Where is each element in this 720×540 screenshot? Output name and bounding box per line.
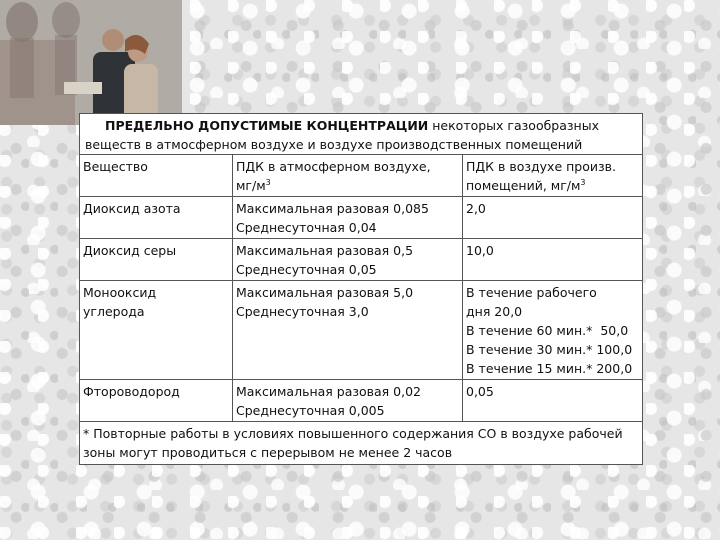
table-heading (80, 114, 642, 154)
footnote-line1: * Повторные работы в условиях повышенного содержания СО в воздухе рабочей (83, 426, 623, 441)
table-row (80, 281, 642, 380)
cell-text: В течение рабочего (466, 285, 597, 300)
table-row (80, 197, 642, 239)
cell-atmospheric (233, 281, 463, 380)
cell-text: 10,0 (466, 243, 494, 258)
header-workplace (463, 155, 643, 197)
background-photo (0, 0, 182, 125)
cell-text: 0,05 (466, 384, 494, 399)
cell-text: В течение 30 мин.* 100,0 (466, 342, 633, 357)
header-atmospheric-unit: мг/м (236, 178, 266, 193)
cell-text: Максимальная разовая 0,085 (236, 201, 429, 216)
cell-text: углерода (83, 304, 145, 319)
cell-text: В течение 15 мин.* 200,0 (466, 361, 633, 376)
cell-text: Диоксид азота (83, 201, 181, 216)
cell-text: Фтороводород (83, 384, 180, 399)
header-workplace-line1: ПДК в воздухе произв. (466, 159, 616, 174)
cell-text: 2,0 (466, 201, 486, 216)
cell-text: В течение 60 мин.* 50,0 (466, 323, 629, 338)
footnote (80, 421, 642, 464)
header-unit-sup: 3 (265, 177, 271, 187)
cell-text: Максимальная разовая 0,02 (236, 384, 422, 399)
cell-workplace (463, 281, 643, 380)
cell-text: Диоксид серы (83, 243, 177, 258)
cell-substance (80, 281, 233, 380)
cell-workplace (463, 380, 643, 422)
cell-text: Среднесуточная 0,05 (236, 262, 377, 277)
cell-substance (80, 239, 233, 281)
cell-atmospheric (233, 197, 463, 239)
table-header-row (80, 155, 642, 197)
footnote-line2: зоны могут проводиться с перерывом не менее 2 часов (83, 445, 453, 460)
heading-line2: веществ в атмосферном воздухе и воздухе производственных помещений (85, 137, 583, 152)
header-unit-sup: 3 (580, 177, 586, 187)
cell-text: Максимальная разовая 5,0 (236, 285, 414, 300)
cell-substance (80, 197, 233, 239)
cell-text: Максимальная разовая 0,5 (236, 243, 414, 258)
heading-bold: ПРЕДЕЛЬНО ДОПУСТИМЫЕ КОНЦЕНТРАЦИИ (105, 118, 429, 133)
pdk-table (80, 154, 642, 421)
cell-text: Среднесуточная 0,005 (236, 403, 385, 418)
header-atmospheric-line1: ПДК в атмосферном воздухе, (236, 159, 431, 174)
header-workplace-unit: помещений, мг/м (466, 178, 581, 193)
header-substance: Вещество (80, 155, 233, 197)
cell-text: Монооксид (83, 285, 157, 300)
cell-workplace (463, 239, 643, 281)
header-atmospheric (233, 155, 463, 197)
heading-rest: некоторых газообразных (428, 118, 599, 133)
cell-atmospheric (233, 380, 463, 422)
cell-text: Среднесуточная 3,0 (236, 304, 369, 319)
cell-text: Среднесуточная 0,04 (236, 220, 377, 235)
table-row (80, 239, 642, 281)
cell-text: дня 20,0 (466, 304, 523, 319)
cell-substance (80, 380, 233, 422)
cell-workplace (463, 197, 643, 239)
pdk-table-card (79, 113, 643, 465)
table-row (80, 380, 642, 422)
cell-atmospheric (233, 239, 463, 281)
